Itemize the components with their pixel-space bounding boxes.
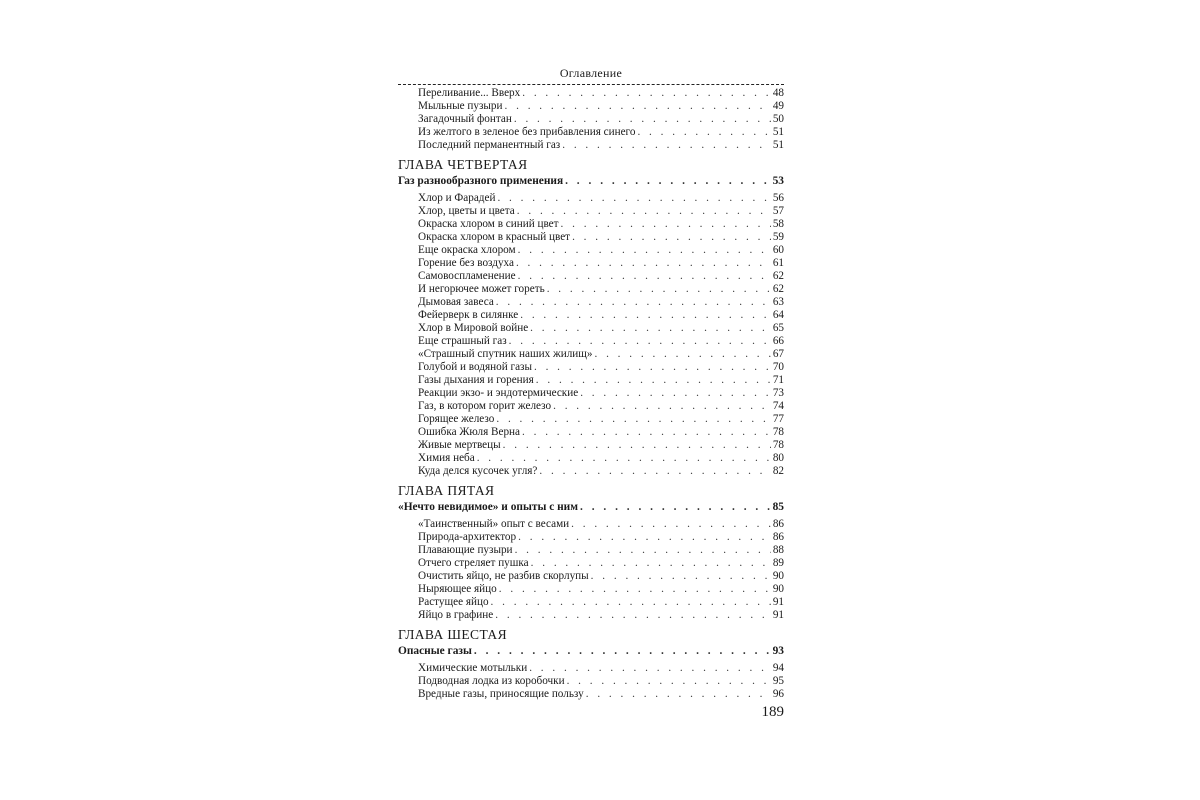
entry-page-number: 59 xyxy=(772,231,784,243)
toc-entry xyxy=(398,662,784,675)
entry-page-number: 64 xyxy=(772,309,784,321)
page-number: 189 xyxy=(761,704,784,720)
dot-leader xyxy=(534,361,771,374)
dot-leader xyxy=(496,413,770,426)
entry-title: Голубой и водяной газы xyxy=(418,361,532,373)
chapter-heading: ГЛАВА ЧЕТВЕРТАЯ xyxy=(398,157,528,172)
toc-entry xyxy=(398,205,784,218)
entry-page-number: 91 xyxy=(772,609,784,621)
entry-page-number: 57 xyxy=(772,205,784,217)
entry-title: Живые мертвецы xyxy=(418,439,501,451)
entry-page-number: 77 xyxy=(772,413,784,425)
dot-leader xyxy=(561,218,771,231)
entry-title: Химия неба xyxy=(418,452,475,464)
dot-leader xyxy=(497,192,770,205)
toc-entry xyxy=(398,675,784,688)
entry-title: Из желтого в зеленое без прибавления синего xyxy=(418,126,636,138)
toc-entry xyxy=(398,596,784,609)
toc-entry xyxy=(398,113,784,126)
entry-page-number: 86 xyxy=(772,531,784,543)
toc-entry xyxy=(398,257,784,270)
dot-leader xyxy=(586,688,771,701)
dot-leader xyxy=(514,113,771,126)
toc-entry xyxy=(398,387,784,400)
entry-title: Отчего стреляет пушка xyxy=(418,557,529,569)
dot-leader xyxy=(562,139,771,152)
dot-leader xyxy=(503,439,771,452)
dot-leader xyxy=(553,400,771,413)
entry-page-number: 94 xyxy=(772,662,784,674)
dot-leader xyxy=(522,87,771,100)
entry-title: Куда делся кусочек угля? xyxy=(418,465,538,477)
entry-title: Самовоспламенение xyxy=(418,270,516,282)
entry-title: Хлор, цветы и цвета xyxy=(418,205,515,217)
toc-entry xyxy=(398,400,784,413)
dot-leader xyxy=(529,662,771,675)
toc-section-entry xyxy=(398,644,784,659)
entry-title: Последний перманентный газ xyxy=(418,139,561,151)
toc-entry xyxy=(398,426,784,439)
toc-entry xyxy=(398,348,784,361)
entry-title: Горение без воздуха xyxy=(418,257,514,269)
entry-page-number: 88 xyxy=(772,544,784,556)
entry-page-number: 96 xyxy=(772,688,784,700)
entry-title: Газы дыхания и горения xyxy=(418,374,534,386)
chapter-heading: ГЛАВА ШЕСТАЯ xyxy=(398,627,507,642)
dot-leader xyxy=(516,257,771,270)
entry-title: Мыльные пузыри xyxy=(418,100,503,112)
toc-entry xyxy=(398,270,784,283)
toc-entry xyxy=(398,361,784,374)
dot-leader xyxy=(515,544,771,557)
running-head: Оглавление xyxy=(398,66,784,85)
dot-leader xyxy=(637,126,770,139)
dot-leader xyxy=(565,174,771,189)
entry-page-number: 65 xyxy=(772,322,784,334)
entry-title: Еще окраска хлором xyxy=(418,244,516,256)
entry-page-number: 90 xyxy=(772,583,784,595)
dot-leader xyxy=(591,570,771,583)
entry-title: «Страшный спутник наших жилищ» xyxy=(418,348,593,360)
toc-entry xyxy=(398,374,784,387)
toc-section-entry xyxy=(398,500,784,515)
toc-entry xyxy=(398,544,784,557)
entry-page-number: 51 xyxy=(772,139,784,151)
dot-leader xyxy=(539,465,770,478)
toc-entry xyxy=(398,231,784,244)
dot-leader xyxy=(518,244,771,257)
toc-entry xyxy=(398,557,784,570)
toc-entry xyxy=(398,87,784,100)
entry-page-number: 90 xyxy=(772,570,784,582)
entry-title: Загадочный фонтан xyxy=(418,113,512,125)
entry-page-number: 67 xyxy=(772,348,784,360)
entry-page-number: 61 xyxy=(772,257,784,269)
entry-page-number: 63 xyxy=(772,296,784,308)
entry-page-number: 85 xyxy=(772,501,784,513)
toc-entry xyxy=(398,609,784,622)
dot-leader xyxy=(580,500,771,515)
entry-title: Ныряющее яйцо xyxy=(418,583,497,595)
entry-title: Окраска хлором в синий цвет xyxy=(418,218,559,230)
dot-leader xyxy=(518,531,771,544)
toc-entry xyxy=(398,244,784,257)
entry-title: Реакции экзо- и эндотермические xyxy=(418,387,579,399)
entry-title: Опасные газы xyxy=(398,645,472,657)
entry-title: Дымовая завеса xyxy=(418,296,494,308)
entry-title: «Нечто невидимое» и опыты с ним xyxy=(398,501,578,513)
dot-leader xyxy=(594,348,770,361)
entry-page-number: 89 xyxy=(772,557,784,569)
entry-title: Хлор и Фарадей xyxy=(418,192,496,204)
entry-page-number: 82 xyxy=(772,465,784,477)
entry-page-number: 86 xyxy=(772,518,784,530)
entry-page-number: 58 xyxy=(772,218,784,230)
toc-entry xyxy=(398,100,784,113)
chapter-heading: ГЛАВА ПЯТАЯ xyxy=(398,483,495,498)
toc-entry xyxy=(398,296,784,309)
entry-title: Очистить яйцо, не разбив скорлупы xyxy=(418,570,589,582)
dot-leader xyxy=(531,557,771,570)
entry-title: Газ разнообразного применения xyxy=(398,175,564,187)
toc-entry xyxy=(398,531,784,544)
entry-page-number: 51 xyxy=(772,126,784,138)
toc-entry xyxy=(398,413,784,426)
entry-page-number: 78 xyxy=(772,426,784,438)
entry-title: Ошибка Жюля Верна xyxy=(418,426,521,438)
entry-title: Яйцо в графине xyxy=(418,609,494,621)
entry-title: Еще страшный газ xyxy=(418,335,507,347)
entry-page-number: 93 xyxy=(772,645,784,657)
entry-page-number: 71 xyxy=(772,374,784,386)
table-of-contents xyxy=(398,87,784,701)
dot-leader xyxy=(518,270,771,283)
entry-page-number: 95 xyxy=(772,675,784,687)
entry-page-number: 60 xyxy=(772,244,784,256)
toc-entry xyxy=(398,452,784,465)
entry-page-number: 66 xyxy=(772,335,784,347)
dot-leader xyxy=(517,205,771,218)
entry-title: Химические мотыльки xyxy=(418,662,528,674)
dot-leader xyxy=(474,644,771,659)
entry-title: Хлор в Мировой войне xyxy=(418,322,529,334)
dot-leader xyxy=(509,335,771,348)
entry-title: Вредные газы, приносящие пользу xyxy=(418,688,584,700)
dot-leader xyxy=(571,518,771,531)
entry-page-number: 49 xyxy=(772,100,784,112)
toc-entry xyxy=(398,192,784,205)
toc-entry xyxy=(398,218,784,231)
dot-leader xyxy=(522,426,771,439)
dot-leader xyxy=(495,609,771,622)
toc-entry xyxy=(398,322,784,335)
toc-page xyxy=(398,66,784,721)
toc-entry xyxy=(398,335,784,348)
toc-entry xyxy=(398,518,784,531)
toc-entry xyxy=(398,439,784,452)
entry-title: Горящее железо xyxy=(418,413,495,425)
entry-title: Растущее яйцо xyxy=(418,596,489,608)
entry-page-number: 50 xyxy=(772,113,784,125)
dot-leader xyxy=(567,675,771,688)
dot-leader xyxy=(572,231,771,244)
toc-entry xyxy=(398,570,784,583)
entry-page-number: 48 xyxy=(772,87,784,99)
dot-leader xyxy=(520,309,771,322)
entry-page-number: 73 xyxy=(772,387,784,399)
entry-title: Окраска хлором в красный цвет xyxy=(418,231,571,243)
toc-entry xyxy=(398,126,784,139)
entry-page-number: 62 xyxy=(772,270,784,282)
entry-title: Подводная лодка из коробочки xyxy=(418,675,565,687)
entry-page-number: 53 xyxy=(772,175,784,187)
toc-entry xyxy=(398,688,784,701)
entry-page-number: 70 xyxy=(772,361,784,373)
entry-title: Плавающие пузыри xyxy=(418,544,513,556)
entry-title: «Таинственный» опыт с весами xyxy=(418,518,570,530)
entry-title: Газ, в котором горит железо xyxy=(418,400,552,412)
entry-page-number: 91 xyxy=(772,596,784,608)
dot-leader xyxy=(580,387,771,400)
toc-entry xyxy=(398,465,784,478)
entry-title: Переливание... Вверх xyxy=(418,87,521,99)
dot-leader xyxy=(505,100,771,113)
dot-leader xyxy=(491,596,771,609)
entry-page-number: 78 xyxy=(772,439,784,451)
entry-title: Природа-архитектор xyxy=(418,531,517,543)
entry-title: Фейерверк в силянке xyxy=(418,309,519,321)
entry-page-number: 74 xyxy=(772,400,784,412)
entry-title: И негорючее может гореть xyxy=(418,283,545,295)
dot-leader xyxy=(547,283,771,296)
dot-leader xyxy=(477,452,771,465)
toc-entry xyxy=(398,139,784,152)
dot-leader xyxy=(536,374,771,387)
entry-page-number: 62 xyxy=(772,283,784,295)
toc-entry xyxy=(398,583,784,596)
dot-leader xyxy=(499,583,771,596)
entry-page-number: 80 xyxy=(772,452,784,464)
toc-section-entry xyxy=(398,174,784,189)
entry-page-number: 56 xyxy=(772,192,784,204)
dot-leader xyxy=(496,296,771,309)
toc-entry xyxy=(398,309,784,322)
toc-entry xyxy=(398,283,784,296)
dot-leader xyxy=(530,322,771,335)
